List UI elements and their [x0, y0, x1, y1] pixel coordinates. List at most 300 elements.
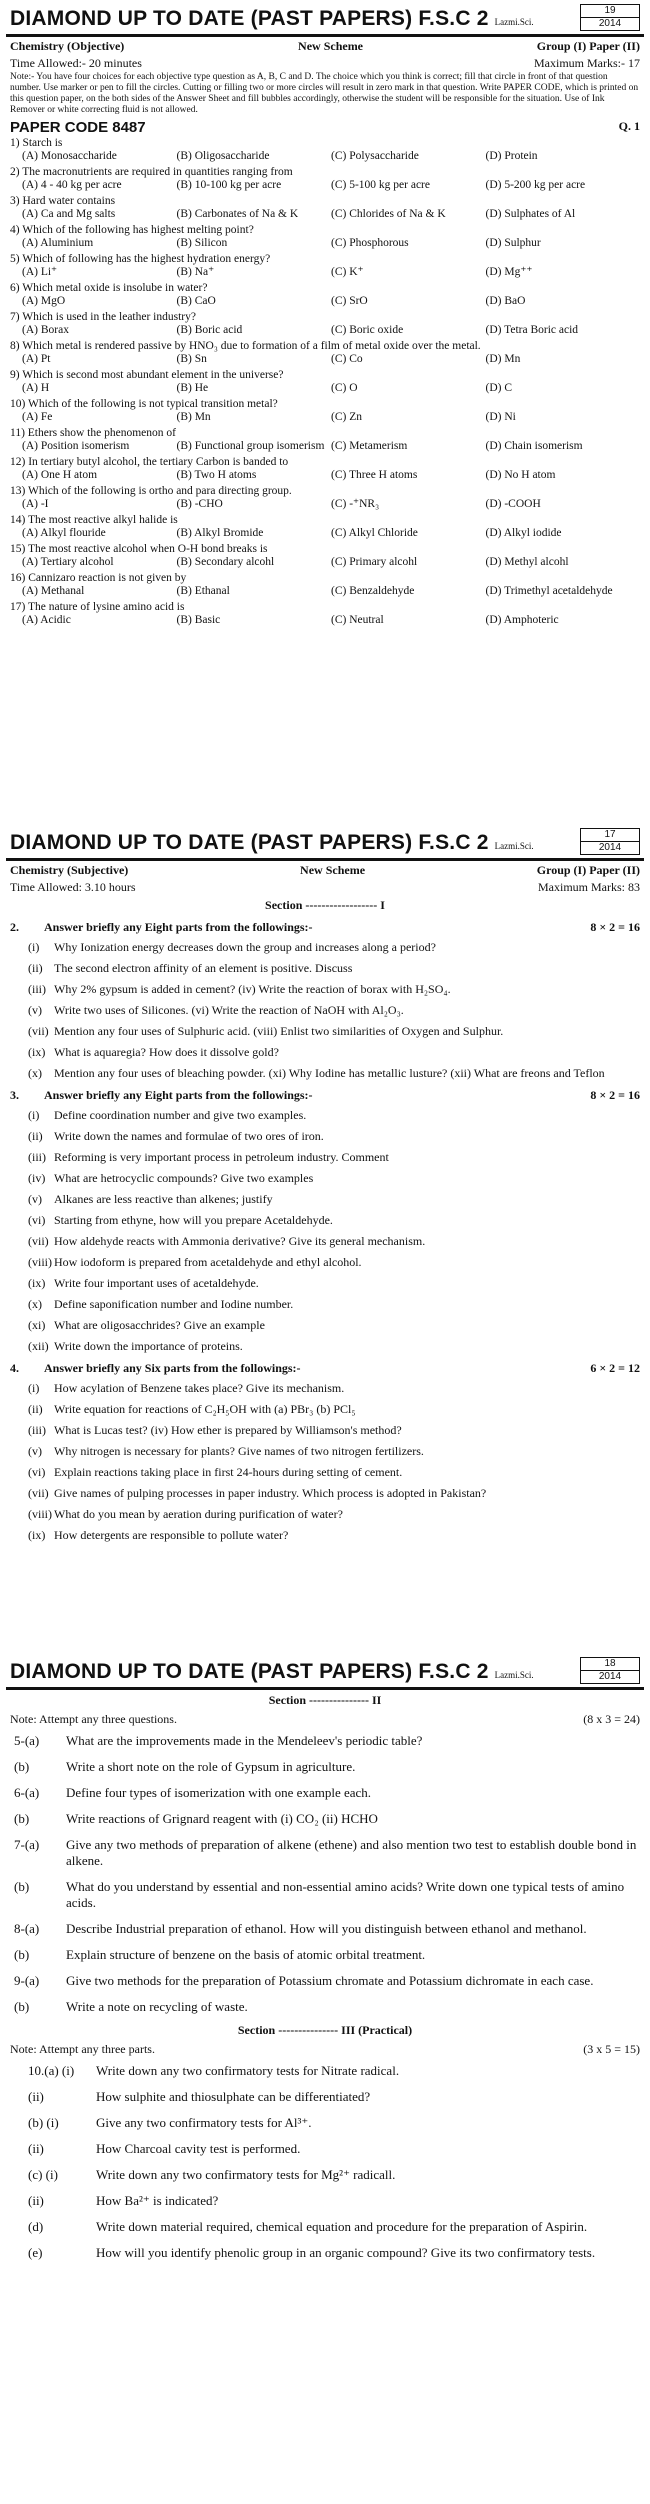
mcq-option: (A) -I — [22, 498, 49, 510]
mcq-question: 11) Ethers show the phenomenon of — [10, 427, 176, 439]
long-year: 2014 — [598, 1671, 622, 1682]
section-3-marks: (3 x 5 = 15) — [583, 2042, 640, 2056]
mcq-option: (C) Primary alcohl — [331, 556, 418, 568]
mcq-option: (C) Boric oxide — [331, 324, 404, 336]
mcq-option: (D) Trimethyl acetaldehyde — [485, 585, 613, 597]
mcq-option: (D) Protein — [485, 150, 538, 162]
part-text: Why 2% gypsum is added in cement? (iv) Write the reaction of borax with H₂SO₄. — [54, 982, 451, 996]
mcq-option: (A) Methanal — [22, 585, 85, 597]
part-text: Starting from ethyne, how will you prepare Acetaldehyde. — [54, 1213, 333, 1227]
practical-question-text: Write down any two confirmatory tests for Nitrate radical. — [96, 2063, 400, 2078]
part-number: (iii) — [28, 1150, 46, 1164]
long-question — [6, 1994, 644, 2020]
part-number: (v) — [28, 1444, 42, 1458]
part-number: (v) — [28, 1003, 42, 1017]
part-number: (vii) — [28, 1024, 49, 1038]
question-part — [6, 1399, 644, 1420]
mcq-option: (C) K⁺ — [331, 266, 364, 278]
practical-question-number: 10.(a) (i) — [28, 2063, 75, 2078]
mcq-options — [6, 527, 644, 542]
question-part — [6, 1063, 644, 1084]
mcq-option: (B) Boric acid — [176, 324, 243, 336]
part-number: (i) — [28, 1381, 40, 1395]
part-text: Mention any four uses of Sulphuric acid. (viii) Enlist two similarities of Oxygen and Sulphur. — [54, 1024, 504, 1038]
objective-header-row1 — [6, 37, 644, 54]
mcq-option: (C) O — [331, 382, 358, 394]
mcq-question: 2) The macronutrients are required in quantities ranging from — [10, 166, 293, 178]
mcq-option: (C) Alkyl Chloride — [331, 527, 418, 539]
question-part — [6, 1336, 644, 1357]
mcq-option: (D) -COOH — [485, 498, 541, 510]
subjective-paper — [6, 826, 644, 1546]
part-text: Reforming is very important process in petroleum industry. Comment — [54, 1150, 389, 1164]
practical-question-text: Give any two confirmatory tests for Al³⁺. — [96, 2115, 312, 2130]
practical-question-text: How Ba²⁺ is indicated? — [96, 2193, 219, 2208]
question-part — [6, 1273, 644, 1294]
mcq-option: (B) Secondary alcohl — [176, 556, 275, 568]
question-part — [6, 1231, 644, 1252]
long-question-number: (b) — [14, 1879, 30, 1894]
mcq-options — [6, 150, 644, 165]
part-text: How iodoform is prepared from acetaldehyde and ethyl alcohol. — [54, 1255, 362, 1269]
question-heading — [6, 1357, 644, 1378]
mcq-option: (A) Li⁺ — [22, 266, 58, 278]
long-question-number: (b) — [14, 1999, 30, 2014]
paper-code: PAPER CODE 8487 — [10, 119, 146, 136]
mcq-option: (C) Zn — [331, 411, 362, 423]
objective-subject: Chemistry (Objective) — [10, 39, 125, 53]
mcq-option: (C) Benzaldehyde — [331, 585, 415, 597]
part-text: What is Lucas test? (iv) How ether is prepared by Williamson's method? — [54, 1423, 402, 1437]
question-instruction: Answer briefly any Six parts from the followings:- — [44, 1361, 301, 1375]
practical-question — [6, 2110, 644, 2136]
question-part — [6, 1483, 644, 1504]
mcq-option: (C) SrO — [331, 295, 368, 307]
mcq-question: 6) Which metal oxide is insolube in water? — [10, 282, 208, 294]
question-instruction: Answer briefly any Eight parts from the followings:- — [44, 920, 313, 934]
question-part — [6, 1147, 644, 1168]
long-question — [6, 1832, 644, 1874]
part-text: The second electron affinity of an element is positive. Discuss — [54, 961, 353, 975]
mcq-option: (C) Three H atoms — [331, 469, 418, 481]
question-part — [6, 1021, 644, 1042]
question-heading — [6, 916, 644, 937]
mcq-option: (C) -⁺NR₃ — [331, 498, 380, 510]
part-number: (ii) — [28, 961, 43, 975]
section-2-note: Note: Attempt any three questions. — [10, 1712, 177, 1726]
mcq-option: (C) Metamerism — [331, 440, 408, 452]
long-questions — [6, 1728, 644, 2020]
objective-code-row — [6, 117, 644, 136]
mcq-option: (B) Two H atoms — [176, 469, 257, 481]
practical-question-number: (ii) — [28, 2193, 44, 2208]
mcq-option: (C) Chlorides of Na & K — [331, 208, 446, 220]
subjective-header-row1 — [6, 861, 644, 878]
long-banner-title: DIAMOND UP TO DATE (PAST PAPERS) F.S.C 2 — [10, 1660, 489, 1683]
practical-question — [6, 2058, 644, 2084]
part-number: (ix) — [28, 1276, 46, 1290]
mcq-question: 1) Starch is — [10, 137, 63, 149]
part-number: (xii) — [28, 1339, 49, 1353]
long-question — [6, 1968, 644, 1994]
subjective-banner — [6, 826, 644, 861]
mcq-question: 7) Which is used in the leather industry? — [10, 311, 196, 323]
long-question-text: Give two methods for the preparation of Potassium chromate and Potassium dichromate in each case. — [66, 1973, 594, 1988]
practical-question-number: (c) (i) — [28, 2167, 58, 2182]
subjective-page-number: 17 — [581, 829, 639, 842]
long-question-number: 9-(a) — [14, 1973, 40, 1988]
long-question — [6, 1874, 644, 1916]
section-2-note-row — [6, 1711, 644, 1728]
part-number: (vii) — [28, 1486, 49, 1500]
practical-question-text: How will you identify phenolic group in an organic compound? Give its two confirmatory tests. — [96, 2245, 596, 2260]
part-number: (iii) — [28, 982, 46, 996]
part-text: What are hetrocyclic compounds? Give two examples — [54, 1171, 314, 1185]
long-question-text: Explain structure of benzene on the basis of atomic orbital treatment. — [66, 1947, 426, 1962]
mcq-option: (B) Mn — [176, 411, 211, 423]
long-question-number: (b) — [14, 1759, 30, 1774]
part-text: Write four important uses of acetaldehyde. — [54, 1276, 259, 1290]
question-part — [6, 1315, 644, 1336]
question-heading — [6, 1084, 644, 1105]
mcq-option: (A) Aluminium — [22, 237, 94, 249]
part-text: Explain reactions taking place in first 24-hours during setting of cement. — [54, 1465, 403, 1479]
question-number: 4. — [10, 1361, 19, 1375]
part-text: Write down the names and formulae of two ores of iron. — [54, 1129, 324, 1143]
question-part — [6, 1252, 644, 1273]
section-1-heading: Section ------------------ I — [265, 898, 385, 912]
objective-group: Group (I) Paper (II) — [536, 39, 640, 53]
objective-time: Time Allowed:- 20 minutes — [10, 56, 142, 70]
question-part — [6, 1378, 644, 1399]
part-text: Define coordination number and give two examples. — [54, 1108, 307, 1122]
mcq-option: (A) Acidic — [22, 614, 71, 626]
objective-banner-title: DIAMOND UP TO DATE (PAST PAPERS) F.S.C 2 — [10, 7, 489, 30]
long-question-number: (b) — [14, 1811, 30, 1826]
part-number: (i) — [28, 1108, 40, 1122]
objective-note: Note:- You have four choices for each objective type question as A, B, C and D. The choice which you think is correct; fill that circle in front of that question number. Use marker or pen to fill the circles. Cutting or filling two or more circles will result in zero mark in that question. Write PAPER CODE, which is printed on this question paper, on the both sides of the Answer Sheet and fill bubbles accordingly, otherwise the student will be responsible for the situation. Use of Ink Remover or white correcting fluid is not allowed. — [10, 72, 639, 115]
part-text: How detergents are responsible to pollute water? — [54, 1528, 289, 1542]
part-number: (ii) — [28, 1129, 43, 1143]
mcq-option: (B) -CHO — [176, 498, 223, 510]
mcq-question: 17) The nature of lysine amino acid is — [10, 601, 185, 613]
long-question-number: 7-(a) — [14, 1837, 40, 1852]
objective-banner — [6, 2, 644, 37]
question-part — [6, 1168, 644, 1189]
part-number: (vii) — [28, 1234, 49, 1248]
question-1-label: Q. 1 — [618, 119, 640, 133]
mcq-options — [6, 556, 644, 571]
part-number: (v) — [28, 1192, 42, 1206]
question-part — [6, 1462, 644, 1483]
part-number: (vi) — [28, 1213, 46, 1227]
part-text: Write two uses of Silicones. (vi) Write the reaction of NaOH with Al₂O₃. — [54, 1003, 404, 1017]
short-questions — [6, 916, 644, 1546]
practical-question-number: (b) (i) — [28, 2115, 59, 2130]
subjective-page-box — [580, 828, 640, 855]
objective-scheme: New Scheme — [298, 39, 364, 53]
long-question-text: Write reactions of Grignard reagent with (i) CO₂ (ii) HCHO — [66, 1811, 378, 1826]
mcq-options — [6, 295, 644, 310]
mcq-option: (B) Silicon — [176, 237, 228, 249]
mcq-option: (D) Amphoteric — [485, 614, 559, 626]
part-number: (ix) — [28, 1528, 46, 1542]
long-question-text: What do you understand by essential and non-essential amino acids? Write down one typical tests of amino acids. — [66, 1879, 625, 1910]
long-paper — [6, 1655, 644, 2266]
mcq-option: (D) Mn — [485, 353, 521, 365]
mcq-option: (D) Methyl alcohl — [485, 556, 569, 568]
mcq-option: (D) Mg⁺⁺ — [485, 266, 533, 278]
mcq-option: (D) Ni — [485, 411, 516, 423]
section-3-note: Note: Attempt any three parts. — [10, 2042, 155, 2056]
part-text: What is aquaregia? How does it dissolve gold? — [54, 1045, 279, 1059]
mcq-option: (A) Position isomerism — [22, 440, 130, 452]
subjective-header-row2 — [6, 878, 644, 895]
mcq-options — [6, 324, 644, 339]
question-part — [6, 1000, 644, 1021]
long-question-text: Define four types of isomerization with one example each. — [66, 1785, 372, 1800]
long-question-text: Give any two methods of preparation of alkene (ethene) and also mention two test to establish double bond in alkene. — [66, 1837, 637, 1868]
question-part — [6, 1105, 644, 1126]
mcq-option: (D) Chain isomerism — [485, 440, 583, 452]
mcq-option: (D) Tetra Boric acid — [485, 324, 579, 336]
mcq-question: 8) Which metal is rendered passive by HNO₃ due to formation of a film of metal oxide over the metal. — [10, 340, 481, 352]
mcq-option: (A) Monosaccharide — [22, 150, 117, 162]
practical-questions — [6, 2058, 644, 2266]
question-part — [6, 1441, 644, 1462]
part-number: (vi) — [28, 1465, 46, 1479]
subjective-banner-sub: Lazmi.Sci. — [494, 841, 534, 851]
mcq-option: (A) Ca and Mg salts — [22, 208, 116, 220]
question-number: 3. — [10, 1088, 19, 1102]
question-part — [6, 1525, 644, 1546]
part-number: (ix) — [28, 1045, 46, 1059]
part-text: Give names of pulping processes in paper industry. Which process is adopted in Pakistan? — [54, 1486, 487, 1500]
long-question-text: Write a note on recycling of waste. — [66, 1999, 248, 2014]
mcq-option: (A) Pt — [22, 353, 51, 365]
mcq-option: (D) No H atom — [485, 469, 556, 481]
question-part — [6, 1042, 644, 1063]
subjective-year: 2014 — [598, 842, 622, 853]
mcq-options — [6, 266, 644, 281]
mcq-options — [6, 440, 644, 455]
practical-question-number: (ii) — [28, 2089, 44, 2104]
part-number: (i) — [28, 940, 40, 954]
part-number: (iii) — [28, 1423, 46, 1437]
question-part — [6, 937, 644, 958]
mcq-option: (B) Sn — [176, 353, 207, 365]
mcq-question: 16) Cannizaro reaction is not given by — [10, 572, 187, 584]
long-question-text: What are the improvements made in the Mendeleev's periodic table? — [66, 1733, 423, 1748]
long-page-box — [580, 1657, 640, 1684]
mcq-option: (B) 10-100 kg per acre — [176, 179, 282, 191]
practical-question — [6, 2240, 644, 2266]
part-text: Write equation for reactions of C₂H₅OH with (a) PBr₃ (b) PCl₅ — [54, 1402, 356, 1416]
question-part — [6, 1420, 644, 1441]
long-question — [6, 1728, 644, 1754]
mcq-options — [6, 498, 644, 513]
part-number: (viii) — [28, 1507, 52, 1521]
question-instruction: Answer briefly any Eight parts from the followings:- — [44, 1088, 313, 1102]
mcq-option: (B) He — [176, 382, 209, 394]
mcq-question: 9) Which is second most abundant element in the universe? — [10, 369, 284, 381]
mcq-options — [6, 237, 644, 252]
subjective-time: Time Allowed: 3.10 hours — [10, 880, 136, 894]
practical-question-text: How Charcoal cavity test is performed. — [96, 2141, 301, 2156]
mcq-option: (D) BaO — [485, 295, 526, 307]
practical-question — [6, 2136, 644, 2162]
subjective-subject: Chemistry (Subjective) — [10, 863, 129, 877]
part-number: (ii) — [28, 1402, 43, 1416]
long-question — [6, 1916, 644, 1942]
long-banner-sub: Lazmi.Sci. — [494, 1670, 534, 1680]
long-question — [6, 1806, 644, 1832]
mcq-option: (A) Fe — [22, 411, 53, 423]
objective-header-row2 — [6, 54, 644, 71]
objective-page-number: 19 — [581, 5, 639, 18]
mcq-option: (B) Ethanal — [176, 585, 230, 597]
objective-paper — [6, 2, 644, 629]
mcq-question: 14) The most reactive alkyl halide is — [10, 514, 178, 526]
part-number: (xi) — [28, 1318, 46, 1332]
practical-question — [6, 2214, 644, 2240]
part-number: (x) — [28, 1066, 42, 1080]
mcq-option: (D) Sulphur — [485, 237, 541, 249]
part-text: Why nitrogen is necessary for plants? Give names of two nitrogen fertilizers. — [54, 1444, 424, 1458]
mcq-option: (B) Na⁺ — [176, 266, 215, 278]
part-text: Mention any four uses of bleaching powder. (xi) Why Iodine has metallic lusture? (xii) What are freons and Teflon — [54, 1066, 605, 1080]
mcq-option: (C) Neutral — [331, 614, 384, 626]
long-question — [6, 1942, 644, 1968]
practical-question-number: (d) — [28, 2219, 44, 2234]
mcq-question: 5) Which of following has the highest hydration energy? — [10, 253, 271, 265]
mcq-options — [6, 179, 644, 194]
mcq-question: 10) Which of the following is not typical transition metal? — [10, 398, 278, 410]
long-question-text: Write a short note on the role of Gypsum in agriculture. — [66, 1759, 356, 1774]
part-text: Write down the importance of proteins. — [54, 1339, 243, 1353]
practical-question-number: (ii) — [28, 2141, 44, 2156]
question-marks: 8 × 2 = 16 — [590, 920, 640, 934]
mcq-option: (A) Borax — [22, 324, 69, 336]
part-text: Alkanes are less reactive than alkenes; justify — [54, 1192, 273, 1206]
section-2-marks: (8 x 3 = 24) — [583, 1712, 640, 1726]
part-number: (x) — [28, 1297, 42, 1311]
mcq-question: 12) In tertiary butyl alcohol, the tertiary Carbon is banded to — [10, 456, 289, 468]
mcq-option: (B) Basic — [176, 614, 221, 626]
mcq-options — [6, 585, 644, 600]
practical-question-text: Write down material required, chemical equation and procedure for the preparation of Aspirin. — [96, 2219, 588, 2234]
objective-banner-sub: Lazmi.Sci. — [494, 17, 534, 27]
mcq-options — [6, 469, 644, 484]
question-part — [6, 1294, 644, 1315]
mcq-option: (D) Sulphates of Al — [485, 208, 576, 220]
question-part — [6, 1504, 644, 1525]
mcq-option: (D) C — [485, 382, 513, 394]
question-part — [6, 1126, 644, 1147]
mcq-option: (A) One H atom — [22, 469, 98, 481]
practical-question — [6, 2162, 644, 2188]
practical-question-number: (e) — [28, 2245, 43, 2260]
question-part — [6, 1189, 644, 1210]
long-page-number: 18 — [581, 1658, 639, 1671]
question-number: 2. — [10, 920, 19, 934]
section-2-heading: Section --------------- II — [268, 1693, 382, 1707]
mcq-question: 15) The most reactive alcohol when O-H bond breaks is — [10, 543, 268, 555]
subjective-marks: Maximum Marks: 83 — [538, 880, 640, 894]
long-question — [6, 1780, 644, 1806]
mcq-options — [6, 382, 644, 397]
mcq-option: (A) MgO — [22, 295, 66, 307]
question-part — [6, 958, 644, 979]
mcq-option: (C) 5-100 kg per acre — [331, 179, 430, 191]
objective-page-box — [580, 4, 640, 31]
mcq-option: (C) Co — [331, 353, 363, 365]
mcq-list — [6, 136, 644, 629]
mcq-option: (B) Carbonates of Na & K — [176, 208, 299, 220]
long-question-number: (b) — [14, 1947, 30, 1962]
mcq-option: (A) H — [22, 382, 50, 394]
question-marks: 6 × 2 = 12 — [590, 1361, 640, 1375]
mcq-options — [6, 614, 644, 629]
question-part — [6, 979, 644, 1000]
part-text: Define saponification number and Iodine number. — [54, 1297, 294, 1311]
long-question-text: Describe Industrial preparation of ethanol. How will you distinguish between ethanol and methanol. — [66, 1921, 587, 1936]
objective-year: 2014 — [598, 18, 622, 29]
mcq-option: (B) Alkyl Bromide — [176, 527, 264, 539]
mcq-option: (B) CaO — [176, 295, 216, 307]
mcq-option: (B) Oligosaccharide — [176, 150, 270, 162]
objective-marks: Maximum Marks:- 17 — [534, 56, 640, 70]
mcq-option: (D) Alkyl iodide — [485, 527, 562, 539]
mcq-option: (A) Tertiary alcohol — [22, 556, 114, 568]
long-banner — [6, 1655, 644, 1690]
mcq-option: (D) 5-200 kg per acre — [485, 179, 586, 191]
subjective-group: Group (I) Paper (II) — [536, 863, 640, 877]
long-question — [6, 1754, 644, 1780]
part-text: What are oligosacchrides? Give an example — [54, 1318, 265, 1332]
long-question-number: 5-(a) — [14, 1733, 40, 1748]
question-marks: 8 × 2 = 16 — [590, 1088, 640, 1102]
practical-question-text: Write down any two confirmatory tests for Mg²⁺ radicall. — [96, 2167, 396, 2182]
section-3-heading: Section --------------- III (Practical) — [237, 2023, 413, 2037]
mcq-question: 13) Which of the following is ortho and para directing group. — [10, 485, 292, 497]
practical-question-text: How sulphite and thiosulphate can be differentiated? — [96, 2089, 371, 2104]
long-question-number: 8-(a) — [14, 1921, 40, 1936]
mcq-question: 4) Which of the following has highest melting point? — [10, 224, 254, 236]
mcq-option: (B) Functional group isomerism — [176, 440, 325, 452]
mcq-option: (A) Alkyl flouride — [22, 527, 106, 539]
mcq-option: (C) Phosphorous — [331, 237, 409, 249]
mcq-options — [6, 353, 644, 368]
subjective-banner-title: DIAMOND UP TO DATE (PAST PAPERS) F.S.C 2 — [10, 831, 489, 854]
subjective-scheme: New Scheme — [300, 863, 366, 877]
mcq-option: (C) Polysaccharide — [331, 150, 419, 162]
part-text: Why Ionization energy decreases down the group and increases along a period? — [54, 940, 436, 954]
part-number: (iv) — [28, 1171, 46, 1185]
practical-question — [6, 2188, 644, 2214]
part-number: (viii) — [28, 1255, 52, 1269]
part-text: How aldehyde reacts with Ammonia derivative? Give its general mechanism. — [54, 1234, 426, 1248]
long-question-number: 6-(a) — [14, 1785, 40, 1800]
part-text: What do you mean by aeration during purification of water? — [54, 1507, 343, 1521]
section-3-note-row — [6, 2041, 644, 2058]
question-part — [6, 1210, 644, 1231]
part-text: How acylation of Benzene takes place? Give its mechanism. — [54, 1381, 345, 1395]
mcq-option: (A) 4 - 40 kg per acre — [22, 179, 122, 191]
mcq-question: 3) Hard water contains — [10, 195, 116, 207]
mcq-options — [6, 411, 644, 426]
mcq-options — [6, 208, 644, 223]
